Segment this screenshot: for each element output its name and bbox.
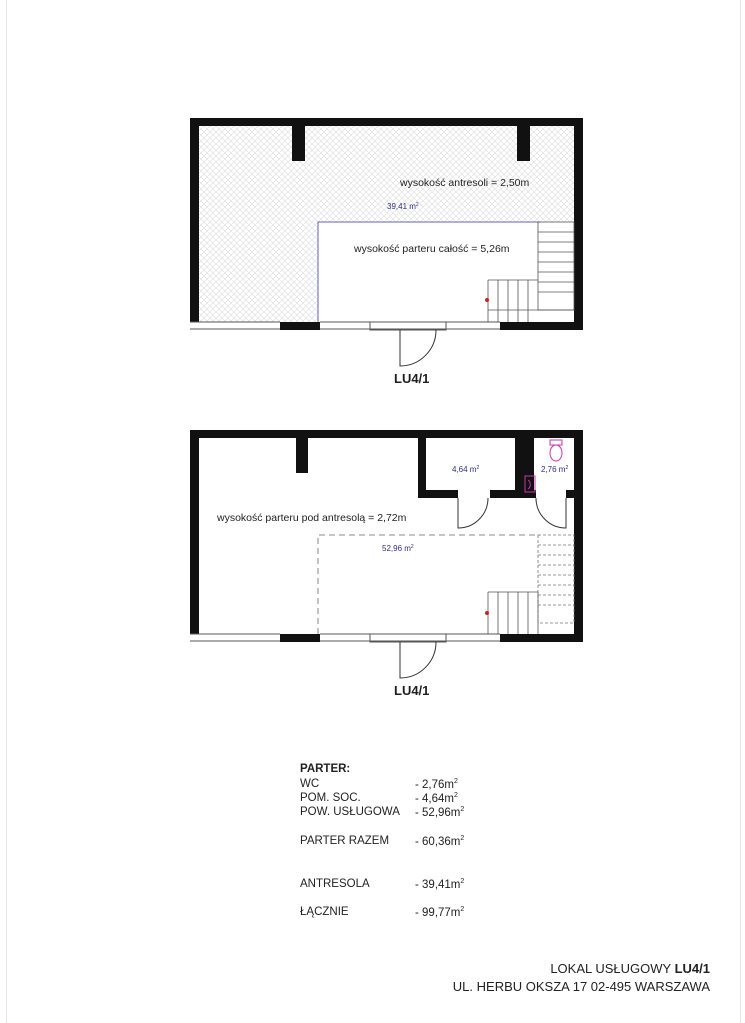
wall-right <box>574 430 583 642</box>
summary-row-lacznie: ŁĄCZNIE - $99,77m^2$ <box>300 906 465 919</box>
column-right <box>517 126 530 161</box>
antresola-height-label: wysokość antresoli = 2,50m <box>400 177 530 189</box>
wall-left <box>190 118 199 322</box>
lower-plan <box>190 430 583 678</box>
entrance-door-swing <box>400 330 436 366</box>
summary-row-pow-uslugowa: POW. USŁUGOWA - $52,96m^2$ <box>300 806 465 819</box>
parter-height-label: wysokość parteru całość = 5,26m <box>354 243 510 255</box>
summary-row-wc: WC - $2,76m^2$ <box>300 778 458 791</box>
soc-room-area: 4,64 $m^2$ <box>452 465 480 474</box>
upper-plan <box>190 118 583 366</box>
toilet-icon <box>550 440 562 461</box>
upper-plan-unit-label: LU4/1 <box>394 371 430 386</box>
wall-left <box>190 430 199 634</box>
soc-wc-partition <box>515 438 524 498</box>
column-left <box>292 126 305 161</box>
mezzanine-projection <box>318 535 540 634</box>
wall-bottom-right <box>500 322 583 330</box>
stairs-lower <box>488 535 574 634</box>
soc-room-door-swing <box>458 498 488 528</box>
wc-door-swing <box>536 498 566 528</box>
summary-heading: PARTER: <box>300 763 351 775</box>
entrance-door-swing <box>400 642 436 678</box>
soc-room-wall-left <box>418 438 426 498</box>
parter-under-mezzanine-height-label: wysokość parteru pod antresolą = 2,72m <box>217 512 407 524</box>
summary-row-pom-soc: POM. SOC. - $4,64m^2$ <box>300 792 458 805</box>
unit-title: LOKAL USŁUGOWY LU4/1 <box>550 961 710 976</box>
wc-area: 2,76 $m^2$ <box>541 465 569 474</box>
wall-top <box>190 118 583 126</box>
wall-bottom-left <box>280 634 320 642</box>
lower-plan-unit-label: LU4/1 <box>394 683 430 698</box>
wall-top <box>190 430 583 438</box>
double-height-void <box>318 222 488 322</box>
stair-start-marker <box>485 298 489 302</box>
main-room-area: 52,96 $m^2$ <box>382 544 414 553</box>
stair-start-marker <box>485 611 489 615</box>
soc-room-wall-bottom <box>418 490 458 498</box>
wall-bottom-left <box>280 322 320 330</box>
summary-row-antresola: ANTRESOLA - $39,41m^2$ <box>300 878 465 891</box>
address-line: UL. HERBU OKSZA 17 02-495 WARSZAWA <box>452 979 710 994</box>
summary-row-parter-razem: PARTER RAZEM - $60,36m^2$ <box>300 835 465 848</box>
wall-right <box>574 118 583 330</box>
antresola-area: 39,41 $m^2$ <box>387 202 419 211</box>
wall-bottom-right <box>500 634 583 642</box>
column-left <box>296 438 308 473</box>
address-block <box>453 960 710 996</box>
